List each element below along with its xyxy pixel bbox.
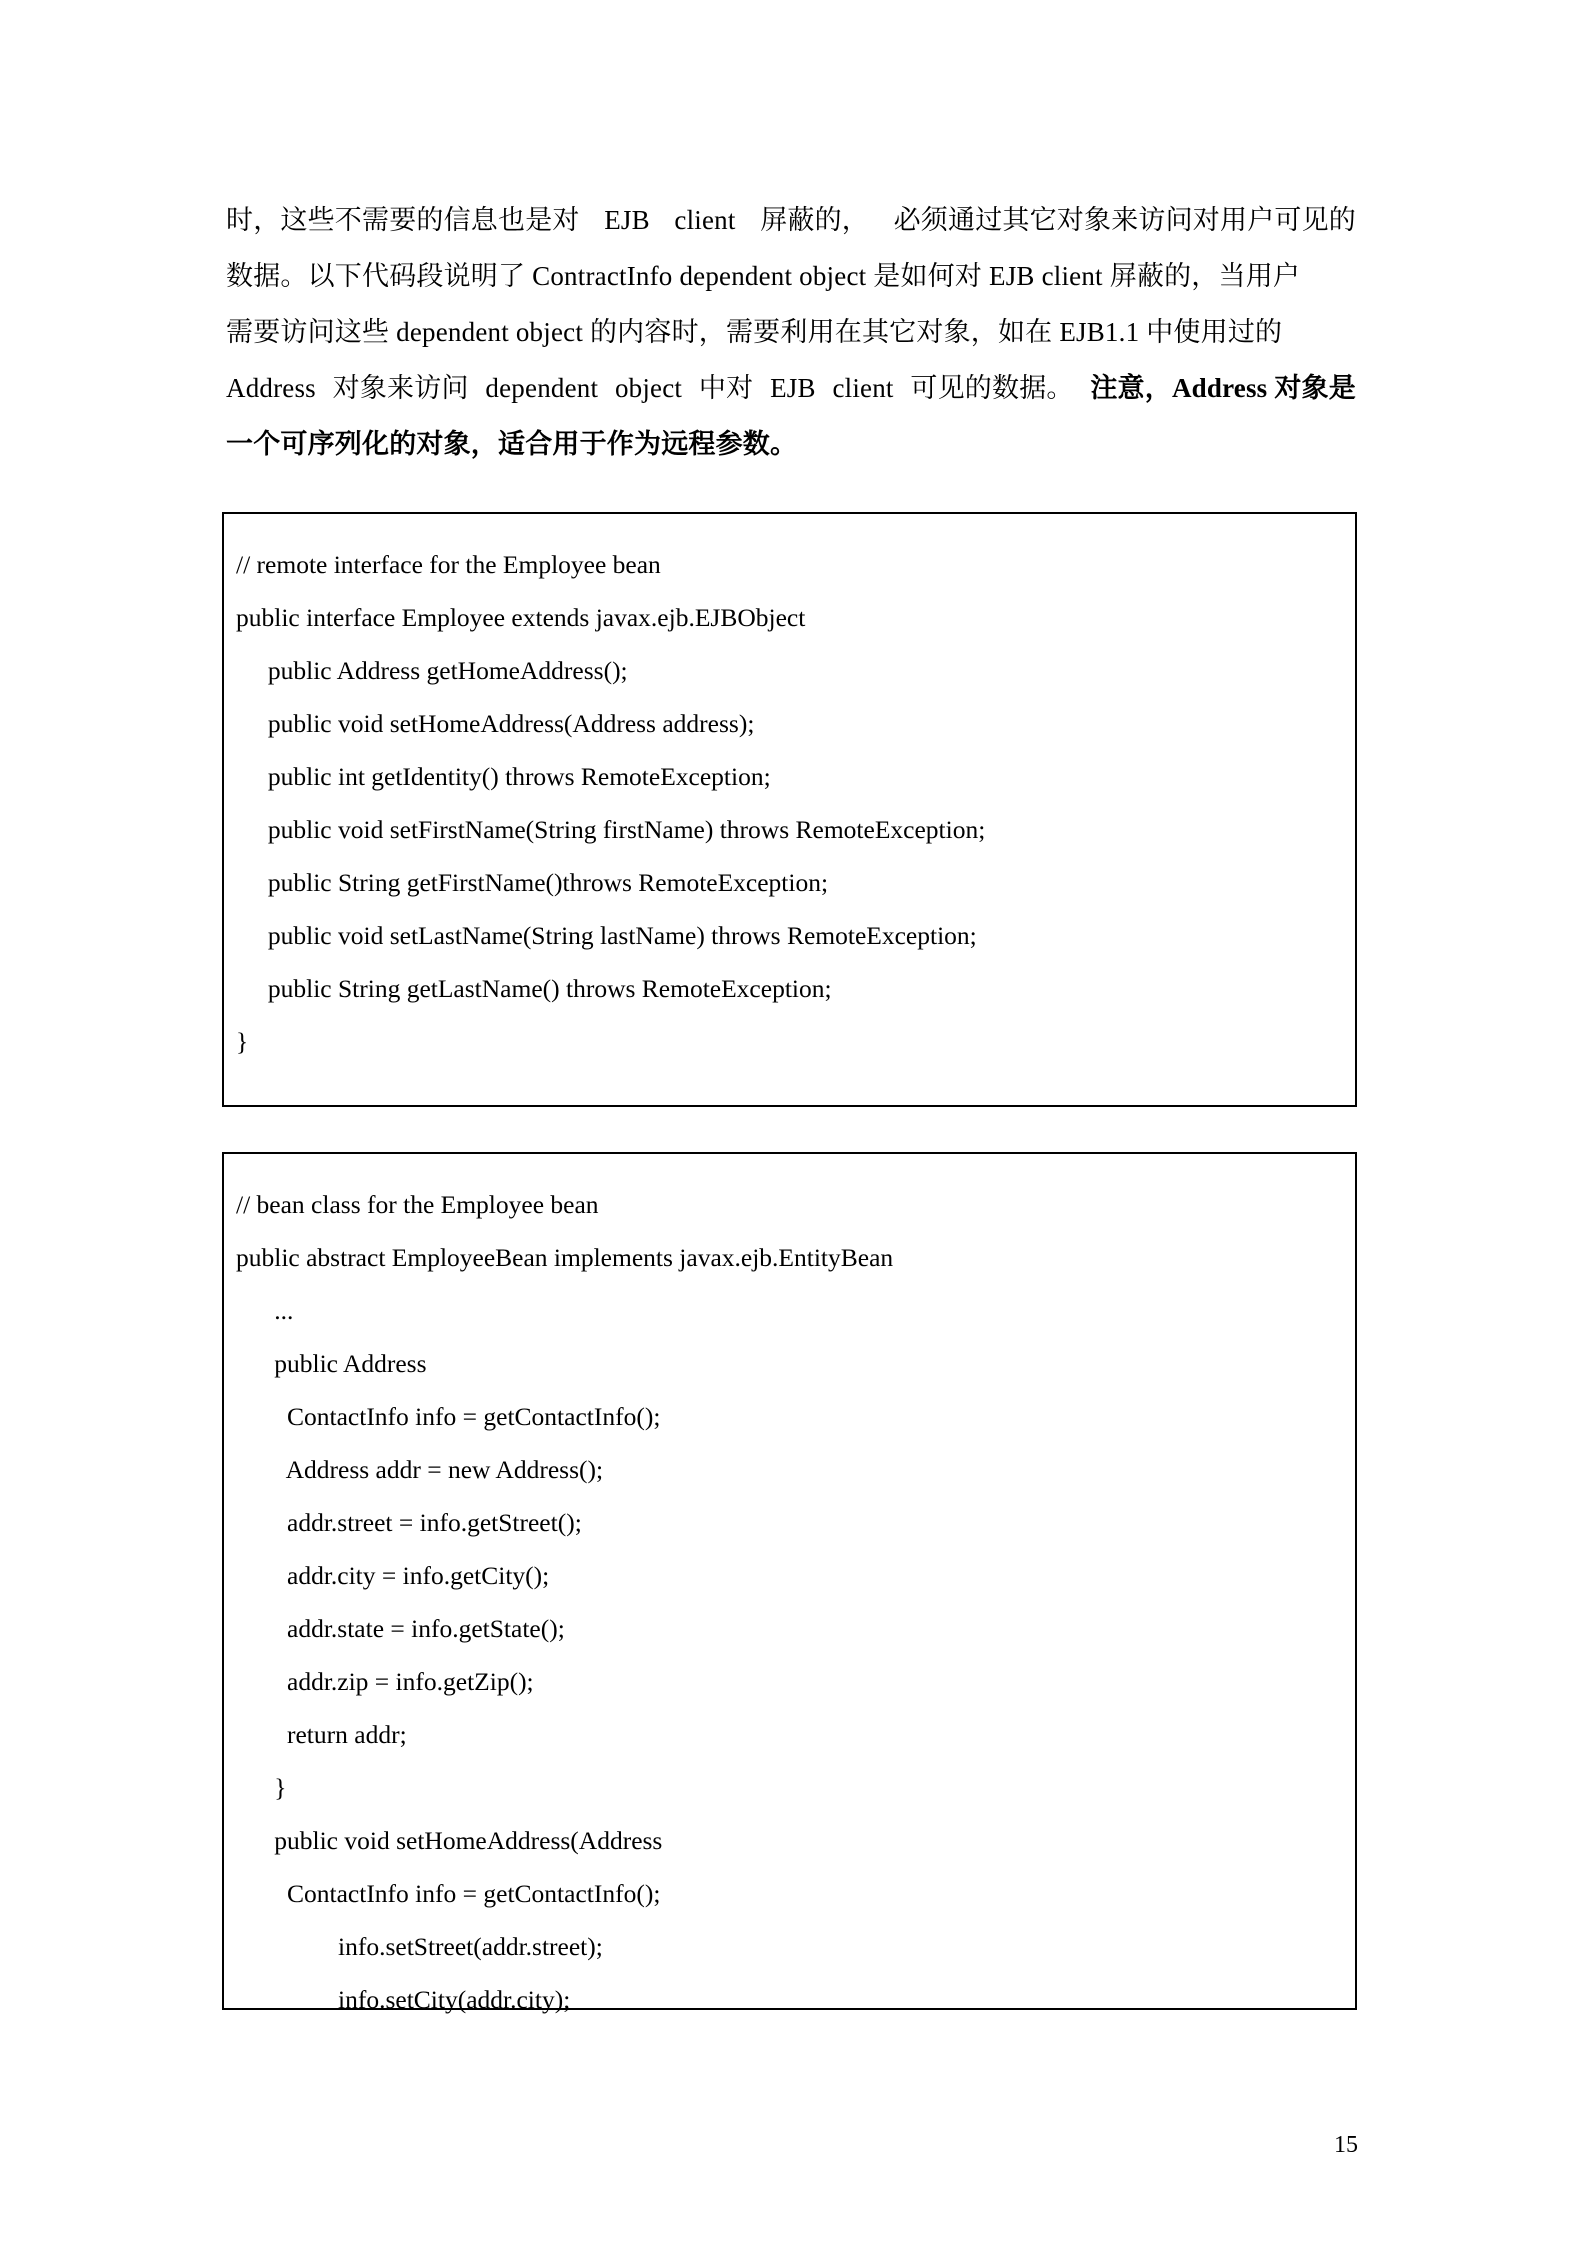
intro-line-1-seg-5: 必须通过其它对象来访问对用户可见的 (893, 205, 1356, 235)
code-line: addr.zip = info.getZip(); (236, 1667, 534, 1696)
intro-line-4-seg-5: 中对 (698, 373, 754, 403)
code-line: return addr; (236, 1720, 407, 1749)
code-line: info.setStreet(addr.street); (236, 1932, 603, 1961)
code-line: Address addr = new Address(); (236, 1455, 604, 1484)
intro-line-5: 一个可序列化的对象，适合用于作为远程参数。 (226, 429, 798, 459)
code-line: } (236, 1027, 249, 1056)
code-line: ContactInfo info = getContactInfo(); (236, 1402, 661, 1431)
page-number: 15 (1334, 2132, 1358, 2158)
code-line: public String getFirstName()throws RemoteException; (236, 868, 829, 897)
intro-line-1-seg-2: EJB (604, 205, 650, 235)
code-line: public interface Employee extends javax.ejb.EJBObject (236, 603, 806, 632)
intro-line-4-seg-6: EJB (770, 373, 816, 403)
intro-line-1 (226, 192, 1356, 248)
code-line: public String getLastName() throws RemoteException; (236, 974, 832, 1003)
code-line: ... (236, 1296, 294, 1325)
intro-line-4 (226, 360, 1356, 416)
code-line: public Address getHomeAddress(); (236, 656, 628, 685)
intro-line-4-seg-7: client (832, 373, 894, 403)
code-line: // remote interface for the Employee bean (236, 550, 661, 579)
code-block-1-body (224, 514, 1355, 1068)
intro-line-4-seg-4: object (614, 373, 683, 403)
intro-line-3: 需要访问这些 dependent object 的内容时，需要利用在其它对象，如在 EJB1.1 中使用过的 (226, 317, 1283, 347)
intro-line-4-seg-3: dependent (485, 373, 599, 403)
code-line: public abstract EmployeeBean implements javax.ejb.EntityBean (236, 1243, 894, 1272)
intro-line-1-seg-1: 时，这些不需要的信息也是对 (226, 205, 580, 235)
code-line: public void setHomeAddress(Address address); (236, 709, 755, 738)
intro-line-4-seg-2: 对象来访问 (332, 373, 469, 403)
code-block-remote-interface (222, 512, 1357, 1107)
intro-paragraph (226, 192, 1356, 472)
intro-line-4-seg-1: Address (226, 373, 316, 403)
code-line: ContactInfo info = getContactInfo(); (236, 1879, 661, 1908)
code-line: public void setLastName(String lastName) throws RemoteException; (236, 921, 977, 950)
code-line: } (236, 1773, 287, 1802)
code-line: public Address (236, 1349, 427, 1378)
code-line: public void setHomeAddress(Address (236, 1826, 663, 1855)
intro-line-4-seg-8: 可见的数据。 (910, 373, 1074, 403)
intro-line-2: 数据。以下代码段说明了 ContractInfo dependent object 是如何对 EJB client 屏蔽的，当用户 (226, 261, 1301, 291)
code-line: addr.state = info.getState(); (236, 1614, 565, 1643)
code-line: public void setFirstName(String firstName) throws RemoteException; (236, 815, 986, 844)
intro-line-1-seg-4: 屏蔽的， (760, 205, 869, 235)
code-block-bean-class (222, 1152, 1357, 2014)
intro-line-1-seg-3: client (674, 205, 736, 235)
code-block-2-body (224, 1154, 1355, 2026)
code-line: info.setCity(addr.city); (236, 1985, 571, 2014)
code-line: public int getIdentity() throws RemoteException; (236, 762, 771, 791)
code-line: addr.street = info.getStreet(); (236, 1508, 582, 1537)
intro-line-4-bold-tail: 注意，Address 对象是 (1090, 373, 1356, 403)
code-line: // bean class for the Employee bean (236, 1190, 599, 1219)
code-line: addr.city = info.getCity(); (236, 1561, 550, 1590)
